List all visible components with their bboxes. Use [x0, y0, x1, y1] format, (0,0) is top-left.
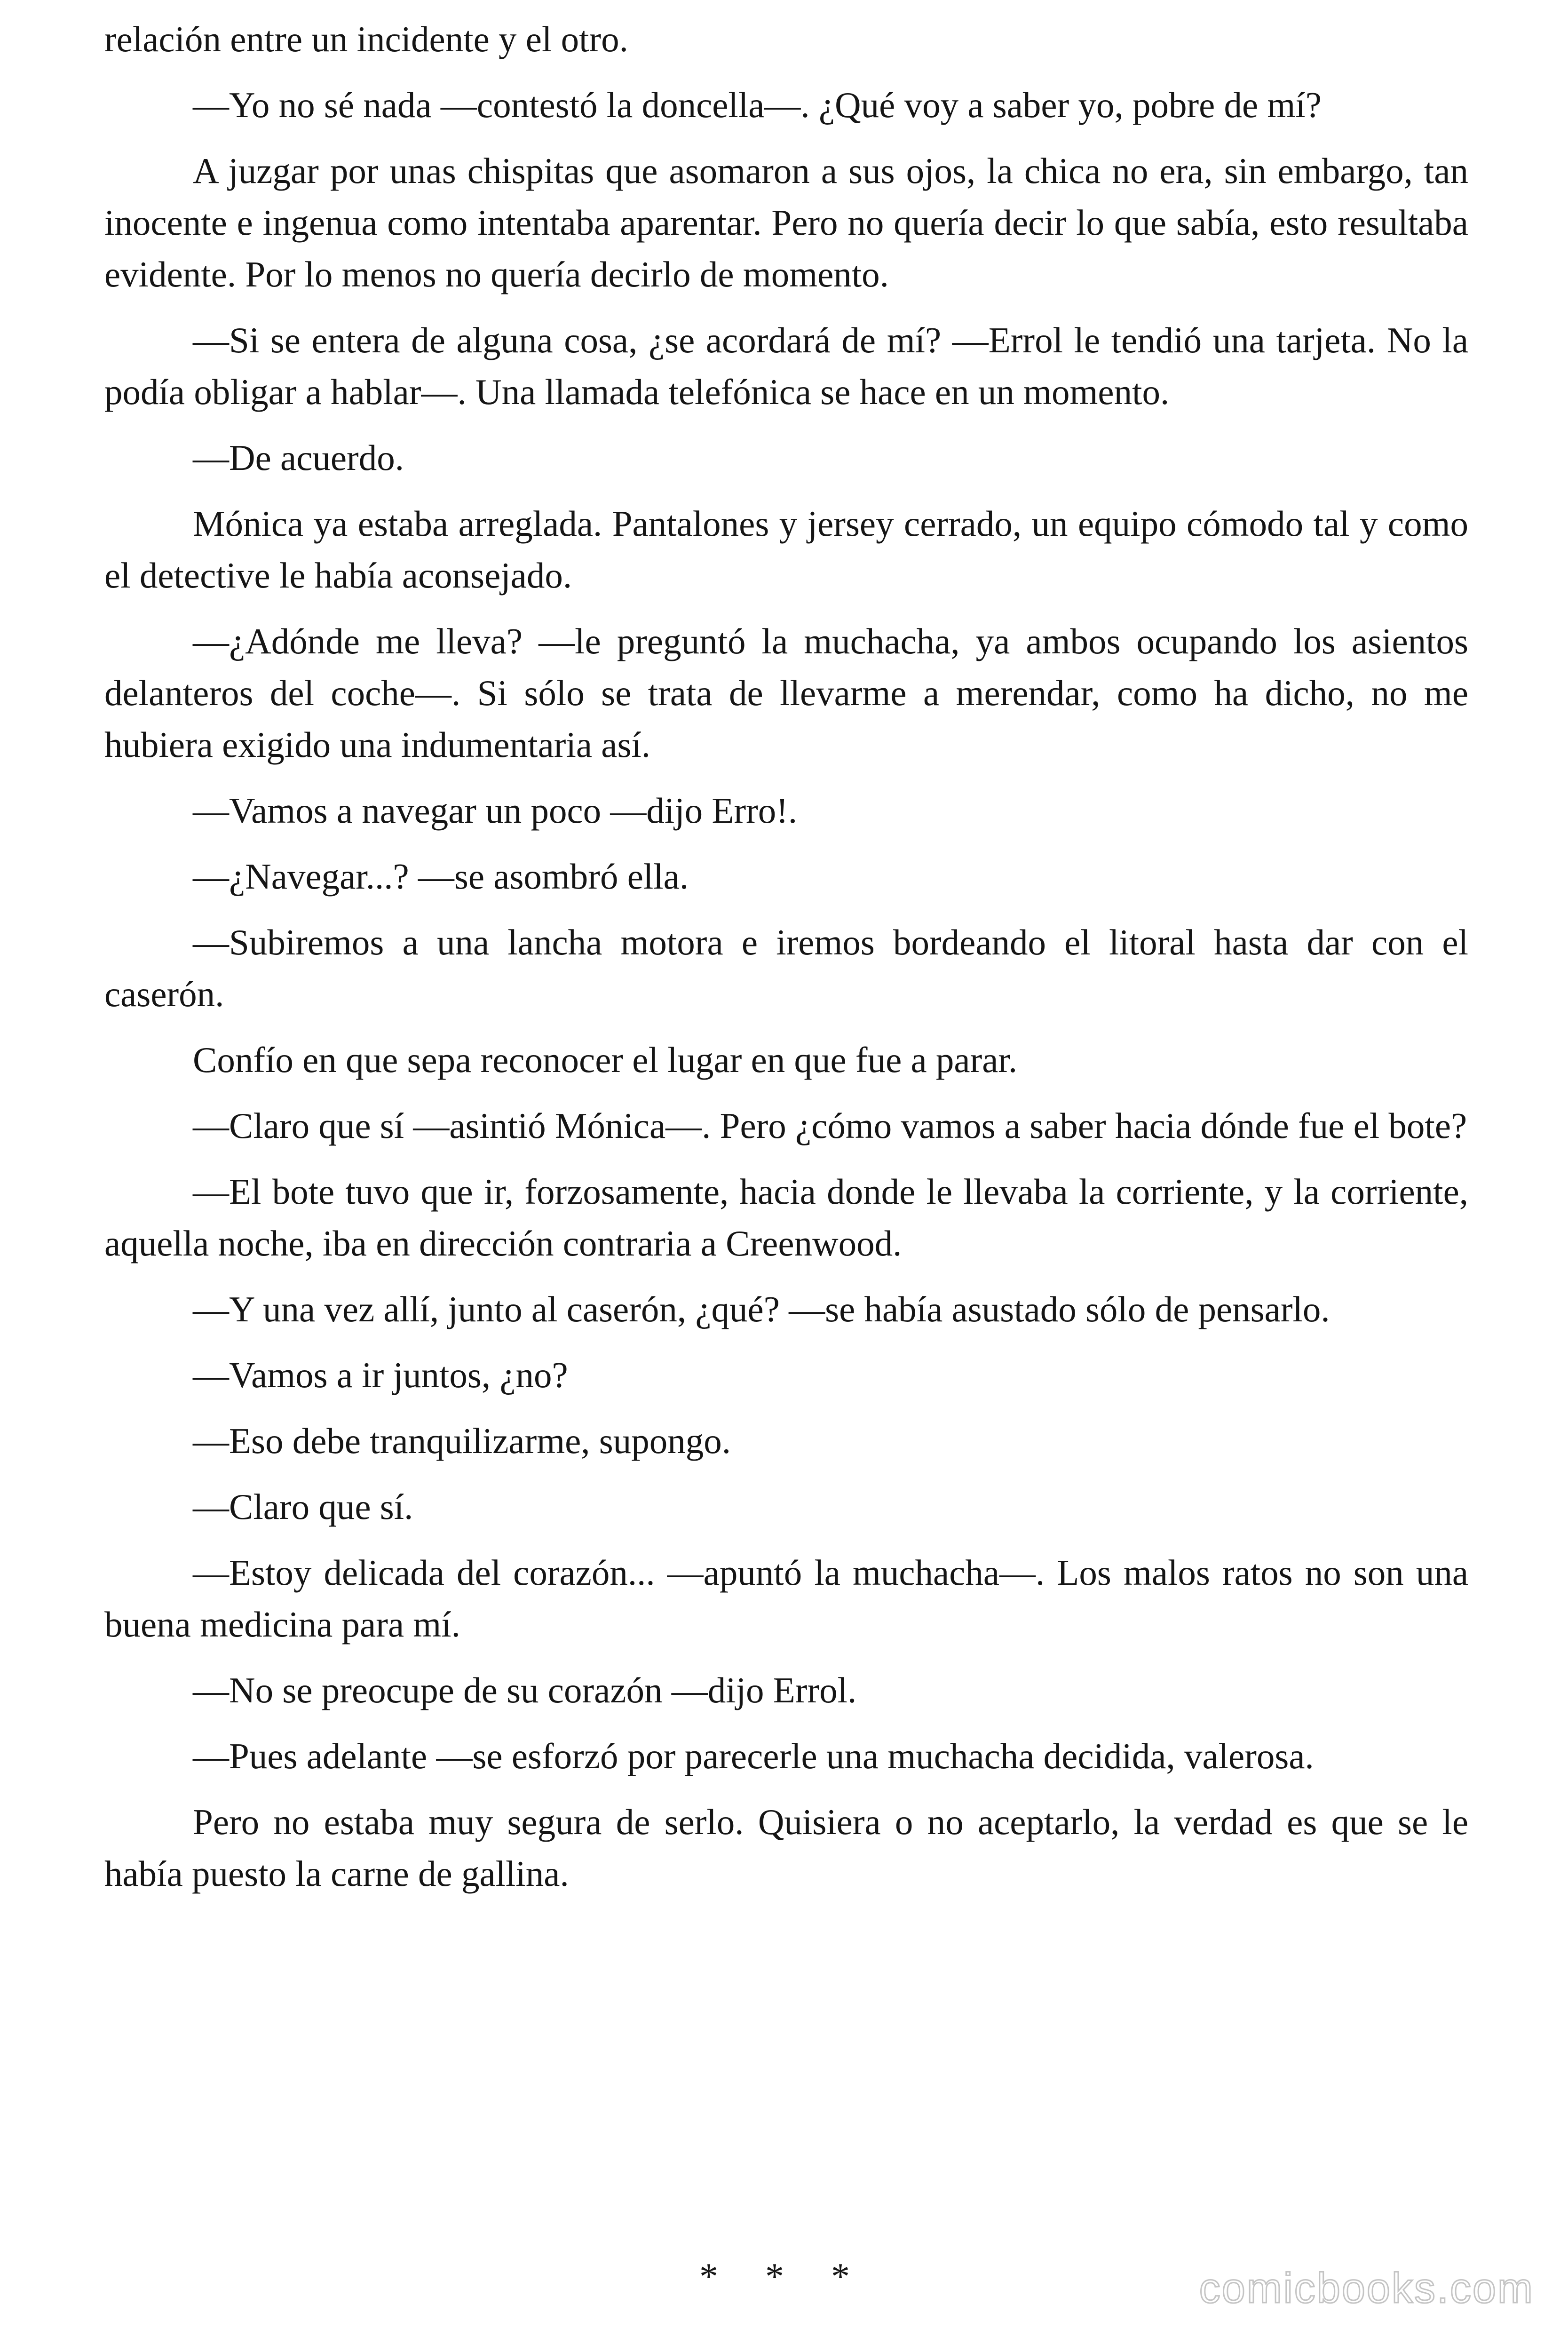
paragraph: relación entre un incidente y el otro.: [104, 19, 628, 59]
paragraph: —De acuerdo.: [193, 437, 404, 478]
paragraph: —El bote tuvo que ir, forzosamente, hacia donde le llevaba la corriente, y la corriente, aquella noche, iba en dirección contraria a Creenwood.: [104, 1171, 1468, 1263]
paragraph: —Subiremos a una lancha motora e iremos bordeando el litoral hasta dar con el caserón.: [104, 922, 1468, 1014]
paragraph: Pero no estaba muy segura de serlo. Quisiera o no aceptarlo, la verdad es que se le había puesto la carne de gallina.: [104, 1802, 1468, 1894]
paragraph: Confío en que sepa reconocer el lugar en que fue a parar.: [193, 1040, 1018, 1080]
paragraph: —Estoy delicada del corazón... —apuntó la muchacha—. Los malos ratos no son una buena medicina para mí.: [104, 1552, 1468, 1645]
document-body: [104, 13, 1468, 1914]
paragraph: —Si se entera de alguna cosa, ¿se acordará de mí? —Errol le tendió una tarjeta. No la podía obligar a hablar—. Una llamada telefónica se hace en un momento.: [104, 320, 1468, 412]
paragraph: —Pues adelante —se esforzó por parecerle una muchacha decidida, valerosa.: [193, 1736, 1314, 1776]
paragraph: —Claro que sí —asintió Mónica—. Pero ¿cómo vamos a saber hacia dónde fue el bote?: [193, 1105, 1467, 1146]
paragraph: —Yo no sé nada —contestó la doncella—. ¿Qué voy a saber yo, pobre de mí?: [193, 85, 1322, 125]
watermark: comicbooks.com: [1199, 2265, 1534, 2312]
paragraph: —Y una vez allí, junto al caserón, ¿qué? —se había asustado sólo de pensarlo.: [193, 1289, 1330, 1329]
paragraph: A juzgar por unas chispitas que asomaron a sus ojos, la chica no era, sin embargo, tan inocente e ingenua como intentaba aparentar. Pero no quería decir lo que sabía, esto resultaba evidente. Por lo menos no quería decirlo de momento.: [104, 151, 1468, 294]
section-separator: * * *: [699, 2256, 869, 2297]
paragraph: —¿Navegar...? —se asombró ella.: [193, 856, 689, 897]
paragraph: —Claro que sí.: [193, 1486, 413, 1527]
paragraph: Mónica ya estaba arreglada. Pantalones y jersey cerrado, un equipo cómodo tal y como el detective le había aconsejado.: [104, 503, 1468, 596]
paragraph: —Eso debe tranquilizarme, supongo.: [193, 1421, 731, 1461]
paragraph: —Vamos a ir juntos, ¿no?: [193, 1355, 568, 1395]
paragraph: —Vamos a navegar un poco —dijo Erro!.: [193, 790, 798, 831]
paragraph: —¿Adónde me lleva? —le preguntó la muchacha, ya ambos ocupando los asientos delanteros del coche—. Si sólo se trata de llevarme a merendar, como ha dicho, no me hubiera exigido una indumentaria así.: [104, 621, 1468, 765]
paragraph: —No se preocupe de su corazón —dijo Errol.: [193, 1670, 857, 1710]
